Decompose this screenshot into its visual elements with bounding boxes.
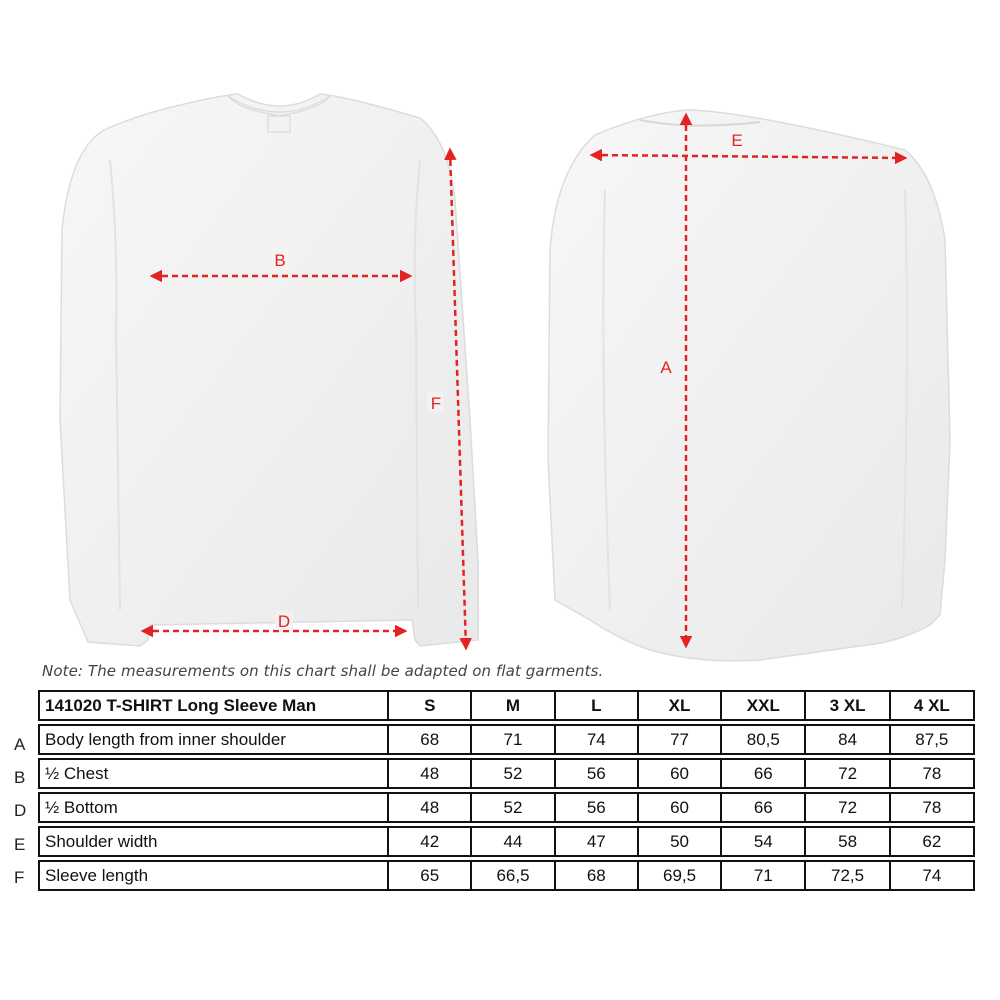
size-header: M [472, 690, 555, 721]
table-row [38, 860, 975, 891]
measurement-note: Note: The measurements on this chart shall be adapted on flat garments. [42, 662, 604, 680]
table-cell: 62 [891, 826, 975, 857]
table-cell: 71 [722, 860, 806, 891]
table-row [38, 724, 975, 755]
table-cell: 71 [472, 724, 555, 755]
row-letter: F [14, 867, 25, 887]
header-row [38, 690, 975, 721]
table-cell: 68 [556, 860, 639, 891]
size-header: 4 XL [891, 690, 975, 721]
table-cell: 66 [722, 758, 806, 789]
table-cell: 52 [472, 792, 555, 823]
measurement-label: Shoulder width [38, 826, 389, 857]
table-cell: 60 [639, 758, 722, 789]
table-cell: 65 [389, 860, 472, 891]
measurement-label: Sleeve length [38, 860, 389, 891]
marker-e: E [731, 131, 743, 150]
marker-b: B [274, 251, 286, 270]
product-title: 141020 T-SHIRT Long Sleeve Man [38, 690, 389, 721]
table-cell: 48 [389, 792, 472, 823]
row-letter: B [14, 768, 26, 788]
table-cell: 56 [556, 758, 639, 789]
size-header: 3 XL [806, 690, 890, 721]
row-letter: A [14, 735, 26, 754]
table-cell: 74 [556, 724, 639, 755]
table-cell: 54 [722, 826, 806, 857]
row-letter: D [14, 801, 27, 821]
table-cell: 58 [806, 826, 890, 857]
row-letters [14, 728, 38, 894]
table-cell: 78 [891, 758, 975, 789]
table-cell: 44 [472, 826, 555, 857]
table-cell: 66,5 [472, 860, 555, 891]
marker-d: D [277, 612, 291, 631]
table-cell: 78 [891, 792, 975, 823]
table-cell: 50 [639, 826, 722, 857]
size-chart-table [38, 687, 975, 894]
table-row [38, 758, 975, 789]
front-shirt [60, 94, 478, 646]
measurement-label: Body length from inner shoulder [38, 724, 389, 755]
table-cell: 77 [639, 724, 722, 755]
table-row [38, 826, 975, 857]
table-cell: 72 [806, 792, 890, 823]
measurement-label: ½ Chest [38, 758, 389, 789]
table-cell: 47 [556, 826, 639, 857]
table-cell: 42 [389, 826, 472, 857]
table-cell: 84 [806, 724, 890, 755]
marker-f: F [430, 394, 442, 413]
back-shirt [548, 110, 950, 661]
size-header: XL [639, 690, 722, 721]
size-header: S [389, 690, 472, 721]
table-cell: 87,5 [891, 724, 975, 755]
row-letter: E [14, 834, 26, 854]
table-cell: 80,5 [722, 724, 806, 755]
table-cell: 74 [891, 860, 975, 891]
measurement-label: ½ Bottom [38, 792, 389, 823]
size-header: XXL [722, 690, 806, 721]
table-cell: 72,5 [806, 860, 890, 891]
table-cell: 69,5 [639, 860, 722, 891]
table-cell: 72 [806, 758, 890, 789]
table-cell: 48 [389, 758, 472, 789]
table-row [38, 792, 975, 823]
neck-label [268, 116, 290, 132]
size-header: L [556, 690, 639, 721]
table-cell: 66 [722, 792, 806, 823]
table-cell: 60 [639, 792, 722, 823]
marker-a: A [660, 358, 672, 377]
table-cell: 56 [556, 792, 639, 823]
table-cell: 52 [472, 758, 555, 789]
table-cell: 68 [389, 724, 472, 755]
